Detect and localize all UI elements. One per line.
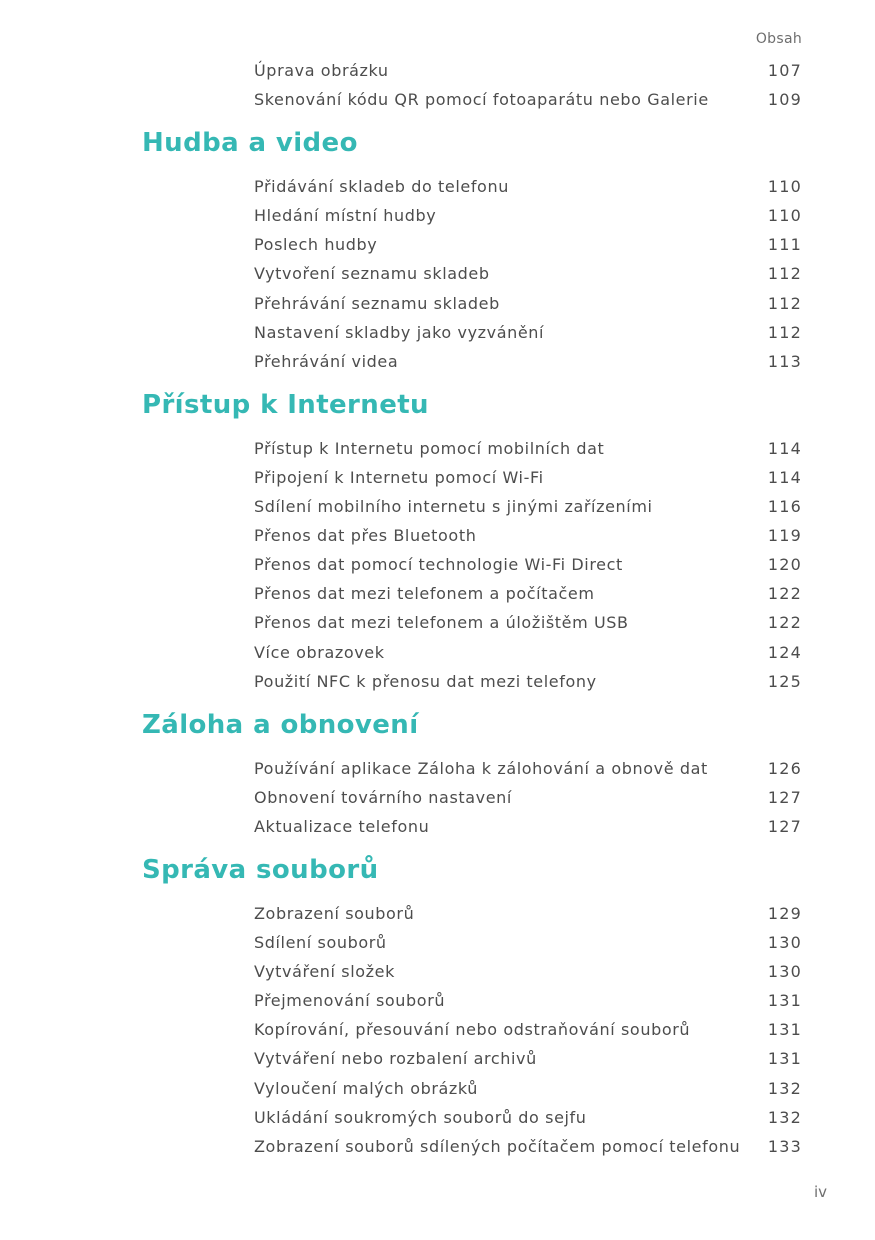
toc-entry[interactable] <box>0 928 875 957</box>
toc-entry-title[interactable]: Ukládání soukromých souborů do sejfu <box>254 1107 587 1127</box>
toc-entry[interactable] <box>0 957 875 986</box>
toc-entry-title[interactable]: Přenos dat přes Bluetooth <box>254 526 477 546</box>
toc-entry[interactable] <box>0 783 875 812</box>
toc-entry[interactable] <box>0 259 875 288</box>
toc-entry-page: 112 <box>767 264 802 284</box>
toc-entry-page: 114 <box>767 438 802 458</box>
toc-entry-page: 107 <box>767 61 802 80</box>
toc-entry-page: 131 <box>767 991 802 1011</box>
toc-entry[interactable] <box>0 521 875 550</box>
toc-entry-page: 110 <box>767 206 802 226</box>
toc-entry[interactable] <box>0 1074 875 1103</box>
toc-entry-page: 109 <box>767 90 802 110</box>
toc-entry-title[interactable]: Kopírování, přesouvání nebo odstraňování souborů <box>254 1020 691 1040</box>
toc-entry-page: 113 <box>767 351 802 371</box>
toc-entry-title[interactable]: Vytváření nebo rozbalení archivů <box>254 1049 537 1069</box>
toc-entry-title[interactable]: Přístup k Internetu pomocí mobilních dat <box>254 438 605 458</box>
toc-entry-page: 129 <box>767 903 802 923</box>
toc-entry[interactable] <box>0 318 875 347</box>
toc-entry-page: 124 <box>767 642 802 662</box>
toc-entry-page: 126 <box>767 758 802 778</box>
toc-entry-page: 127 <box>767 816 802 836</box>
toc-entry[interactable] <box>0 899 875 928</box>
table-of-contents <box>0 56 875 1161</box>
toc-entry[interactable] <box>0 754 875 783</box>
toc-entry[interactable] <box>0 1132 875 1161</box>
toc-entry-page: 132 <box>767 1107 802 1127</box>
toc-entry-page: 125 <box>767 671 802 691</box>
toc-entry-title[interactable]: Přenos dat mezi telefonem a počítačem <box>254 584 595 604</box>
toc-entry-title[interactable]: Více obrazovek <box>254 642 385 662</box>
toc-entry-page: 116 <box>767 497 802 517</box>
toc-entry[interactable] <box>0 492 875 521</box>
toc-entry-page: 130 <box>767 933 802 953</box>
toc-entry[interactable] <box>0 579 875 608</box>
toc-entry-title[interactable]: Aktualizace telefonu <box>254 816 430 836</box>
toc-entry[interactable] <box>0 638 875 667</box>
toc-entry-page: 122 <box>767 613 802 633</box>
toc-entry[interactable] <box>0 463 875 492</box>
toc-entry-page: 114 <box>767 467 802 487</box>
toc-entry-title[interactable]: Přenos dat mezi telefonem a úložištěm USB <box>254 613 629 633</box>
running-header: Obsah <box>755 31 802 47</box>
toc-entry-title[interactable]: Přehrávání videa <box>254 351 399 371</box>
toc-entry-title[interactable]: Přidávání skladeb do telefonu <box>254 177 509 197</box>
toc-entry[interactable] <box>0 1103 875 1132</box>
chapter-heading[interactable]: Záloha a obnovení <box>142 709 419 740</box>
toc-entry[interactable] <box>0 56 875 85</box>
chapter-heading[interactable]: Hudba a video <box>142 128 358 159</box>
chapter-heading[interactable]: Přístup k Internetu <box>142 389 429 420</box>
page-number: iv <box>813 1183 827 1201</box>
toc-entry-title[interactable]: Připojení k Internetu pomocí Wi-Fi <box>254 467 544 487</box>
toc-entry-page: 120 <box>767 555 802 575</box>
toc-entry-page: 110 <box>767 177 802 197</box>
toc-entry[interactable] <box>0 289 875 318</box>
toc-entry-page: 131 <box>767 1020 802 1040</box>
toc-entry[interactable] <box>0 812 875 841</box>
toc-entry-title[interactable]: Vytváření složek <box>254 962 395 982</box>
toc-entry-title[interactable]: Používání aplikace Záloha k zálohování a obnově dat <box>254 758 708 778</box>
toc-entry-title[interactable]: Poslech hudby <box>254 235 378 255</box>
toc-entry-title[interactable]: Přehrávání seznamu skladeb <box>254 293 500 313</box>
toc-entry-page: 130 <box>767 962 802 982</box>
toc-entry-page: 122 <box>767 584 802 604</box>
toc-entry-page: 112 <box>767 293 802 313</box>
toc-entry-page: 131 <box>767 1049 802 1069</box>
toc-entry[interactable] <box>0 986 875 1015</box>
toc-entry-title[interactable]: Hledání místní hudby <box>254 206 437 226</box>
toc-entry[interactable] <box>0 608 875 637</box>
toc-entry-title[interactable]: Zobrazení souborů <box>254 903 415 923</box>
toc-entry-title[interactable]: Sdílení mobilního internetu s jinými zařízeními <box>254 497 653 517</box>
toc-entry[interactable] <box>0 347 875 376</box>
toc-entry-title[interactable]: Použití NFC k přenosu dat mezi telefony <box>254 671 597 691</box>
toc-entry-title[interactable]: Nastavení skladby jako vyzvánění <box>254 322 545 342</box>
toc-entry-page: 127 <box>767 787 802 807</box>
toc-entry-page: 133 <box>767 1136 802 1156</box>
toc-entry[interactable] <box>0 201 875 230</box>
toc-entry-page: 119 <box>767 526 802 546</box>
toc-entry-title[interactable]: Úprava obrázku <box>254 61 389 80</box>
toc-entry-title[interactable]: Obnovení továrního nastavení <box>254 787 512 807</box>
toc-entry[interactable] <box>0 434 875 463</box>
toc-entry-title[interactable]: Skenování kódu QR pomocí fotoaparátu nebo Galerie <box>254 90 709 110</box>
toc-entry[interactable] <box>0 172 875 201</box>
toc-entry-title[interactable]: Vytvoření seznamu skladeb <box>254 264 490 284</box>
toc-entry-title[interactable]: Zobrazení souborů sdílených počítačem pomocí telefonu <box>254 1136 741 1156</box>
toc-entry[interactable] <box>0 85 875 114</box>
toc-entry-page: 132 <box>767 1078 802 1098</box>
toc-entry[interactable] <box>0 550 875 579</box>
toc-entry-title[interactable]: Vyloučení malých obrázků <box>254 1078 479 1098</box>
toc-entry-page: 112 <box>767 322 802 342</box>
toc-entry[interactable] <box>0 1044 875 1073</box>
chapter-heading[interactable]: Správa souborů <box>142 854 379 885</box>
toc-entry[interactable] <box>0 667 875 696</box>
toc-entry[interactable] <box>0 230 875 259</box>
toc-entry-title[interactable]: Sdílení souborů <box>254 933 387 953</box>
toc-entry[interactable] <box>0 1015 875 1044</box>
toc-entry-title[interactable]: Přenos dat pomocí technologie Wi-Fi Direct <box>254 555 623 575</box>
toc-entry-page: 111 <box>767 235 802 255</box>
toc-entry-title[interactable]: Přejmenování souborů <box>254 991 446 1011</box>
